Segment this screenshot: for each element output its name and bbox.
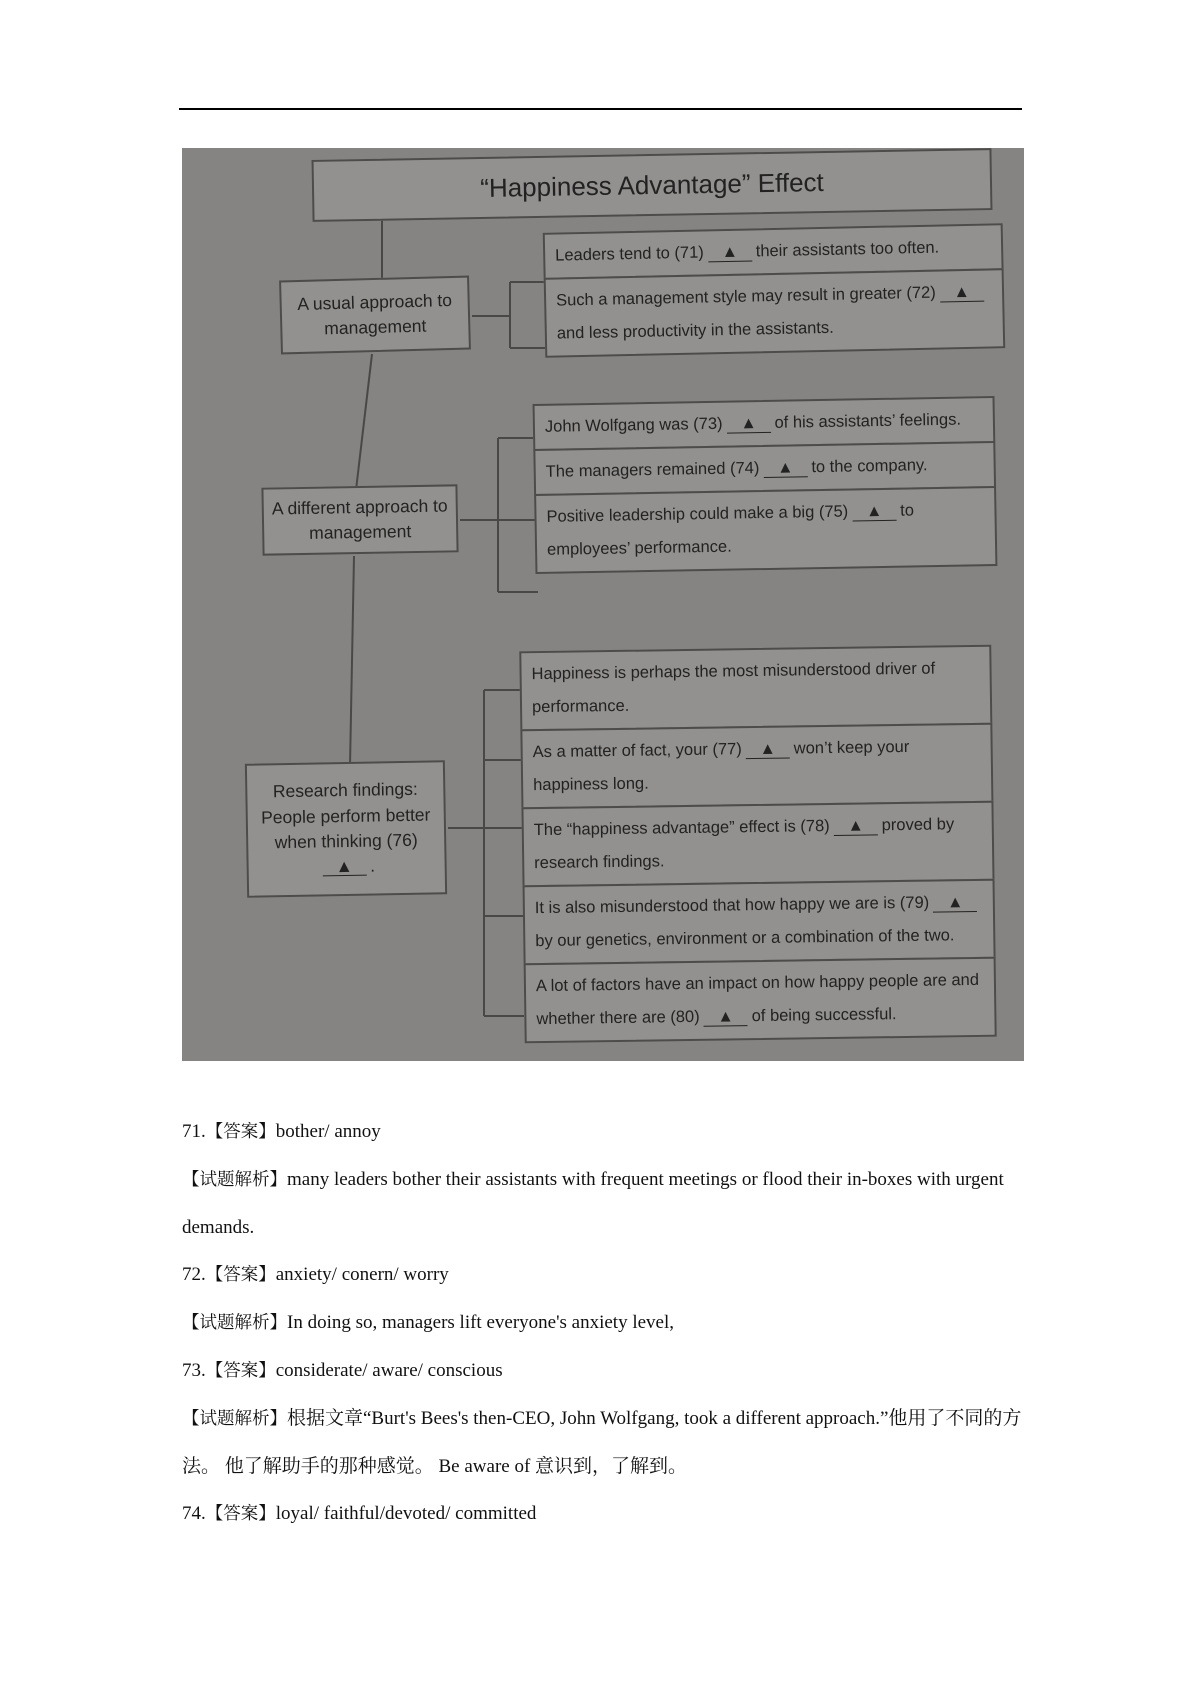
item-text-after: and less productivity in the assistants.: [556, 318, 834, 343]
analysis-73: [182, 1395, 1024, 1490]
blank-77: ▲: [746, 740, 790, 760]
question-number: 73.: [182, 1360, 206, 1381]
item-text-before: Leaders tend to (71): [555, 243, 704, 265]
item-79: [523, 879, 996, 966]
item-text-after: won’t keep your happiness long.: [533, 737, 910, 795]
analysis-text: 根据文章“Burt's Bees's then-CEO, John Wolfgang, took a different approach.”他用了不同的方法。 他了解助手的那种感觉。 Be aware of 意识到，了解到。: [182, 1408, 1022, 1477]
item-text-before: A lot of factors have an impact on how happy people are and whether there are (80): [535, 970, 980, 1029]
blank-72: ▲: [940, 283, 984, 303]
analysis-text: In doing so, managers lift everyone's anxiety level,: [287, 1312, 675, 1333]
item-77: [520, 723, 993, 810]
question-number: 74.: [182, 1503, 206, 1524]
analysis-text: many leaders bother their assistants with frequent meetings or flood their in-boxes with urgent demands.: [182, 1169, 1004, 1238]
item-text-after: proved by research findings.: [534, 815, 955, 873]
group-research-findings: [519, 647, 996, 1044]
analysis-tag: 【试题解析】: [182, 1313, 287, 1333]
branch-different-approach: A different approach to management: [261, 484, 458, 555]
item-text-after: to the company.: [811, 456, 928, 477]
blank-76: ▲: [322, 857, 366, 877]
diagram-title: “Happiness Advantage” Effect: [312, 148, 993, 222]
item-75: [534, 486, 997, 574]
connector-b1-b2: [356, 354, 372, 490]
answer-tag: 【答案】: [205, 1122, 276, 1142]
item-text-before: Such a management style may result in greater (72): [555, 283, 936, 310]
answer-72: [182, 1251, 1024, 1299]
answer-text: considerate/ aware/ conscious: [275, 1360, 503, 1381]
branch-research-findings: [245, 760, 447, 897]
item-text-before: The managers remained (74): [545, 459, 760, 481]
blank-79: ▲: [933, 893, 977, 913]
connector-b2-b3: [350, 556, 354, 766]
item-text-after: of being successful.: [751, 1005, 897, 1026]
answer-tag: 【答案】: [205, 1265, 276, 1285]
item-text-after: their assistants too often.: [755, 238, 940, 261]
item-text-after: by our genetics, environment or a combination of the two.: [535, 926, 955, 951]
blank-75: ▲: [852, 502, 896, 522]
analysis-tag: 【试题解析】: [182, 1170, 287, 1190]
item-80: [524, 957, 997, 1044]
answer-tag: 【答案】: [205, 1504, 276, 1524]
item-text-before: It is also misunderstood that how happy we are is (79): [534, 893, 930, 918]
answer-text: loyal/ faithful/devoted/ committed: [275, 1503, 537, 1524]
item-text: Happiness is perhaps the most misunderstood driver of performance.: [531, 659, 936, 717]
question-number: 71.: [182, 1121, 206, 1142]
blank-74: ▲: [763, 458, 807, 478]
answer-text: bother/ annoy: [275, 1121, 381, 1142]
answer-73: [182, 1347, 1024, 1395]
blank-80: ▲: [704, 1007, 748, 1027]
answer-tag: 【答案】: [205, 1361, 276, 1381]
branch-label-end: .: [370, 855, 376, 876]
answer-71: [182, 1108, 1024, 1156]
item-text-after: to employees’ performance.: [546, 501, 915, 559]
item-text-after: of his assistants’ feelings.: [774, 410, 962, 432]
answer-74: [182, 1490, 1024, 1538]
blank-71: ▲: [708, 242, 752, 262]
analysis-71: [182, 1156, 1024, 1251]
item-text-before: Positive leadership could make a big (75): [546, 502, 849, 526]
item-text-before: The “happiness advantage” effect is (78): [533, 816, 830, 840]
item-78: [521, 801, 994, 888]
analysis-tag: 【试题解析】: [182, 1409, 287, 1429]
item-text-before: As a matter of fact, your (77): [532, 740, 742, 762]
branch-usual-approach: A usual approach to management: [279, 276, 471, 355]
happiness-advantage-diagram: [182, 148, 1024, 1061]
group-different-approach: [533, 398, 998, 574]
blank-73: ▲: [726, 414, 770, 434]
branch-label-text: Research findings: People perform better when thinking (76): [260, 778, 431, 853]
item-72: [544, 268, 1006, 358]
item-misunderstood-driver: [519, 645, 992, 732]
analysis-72: [182, 1299, 1024, 1347]
header-rule: [179, 108, 1022, 110]
group-usual-approach: [543, 225, 1005, 358]
answer-section: [182, 1108, 1024, 1538]
item-text-before: John Wolfgang was (73): [544, 414, 723, 436]
question-number: 72.: [182, 1264, 206, 1285]
answer-text: anxiety/ conern/ worry: [275, 1264, 449, 1285]
blank-78: ▲: [834, 816, 878, 836]
